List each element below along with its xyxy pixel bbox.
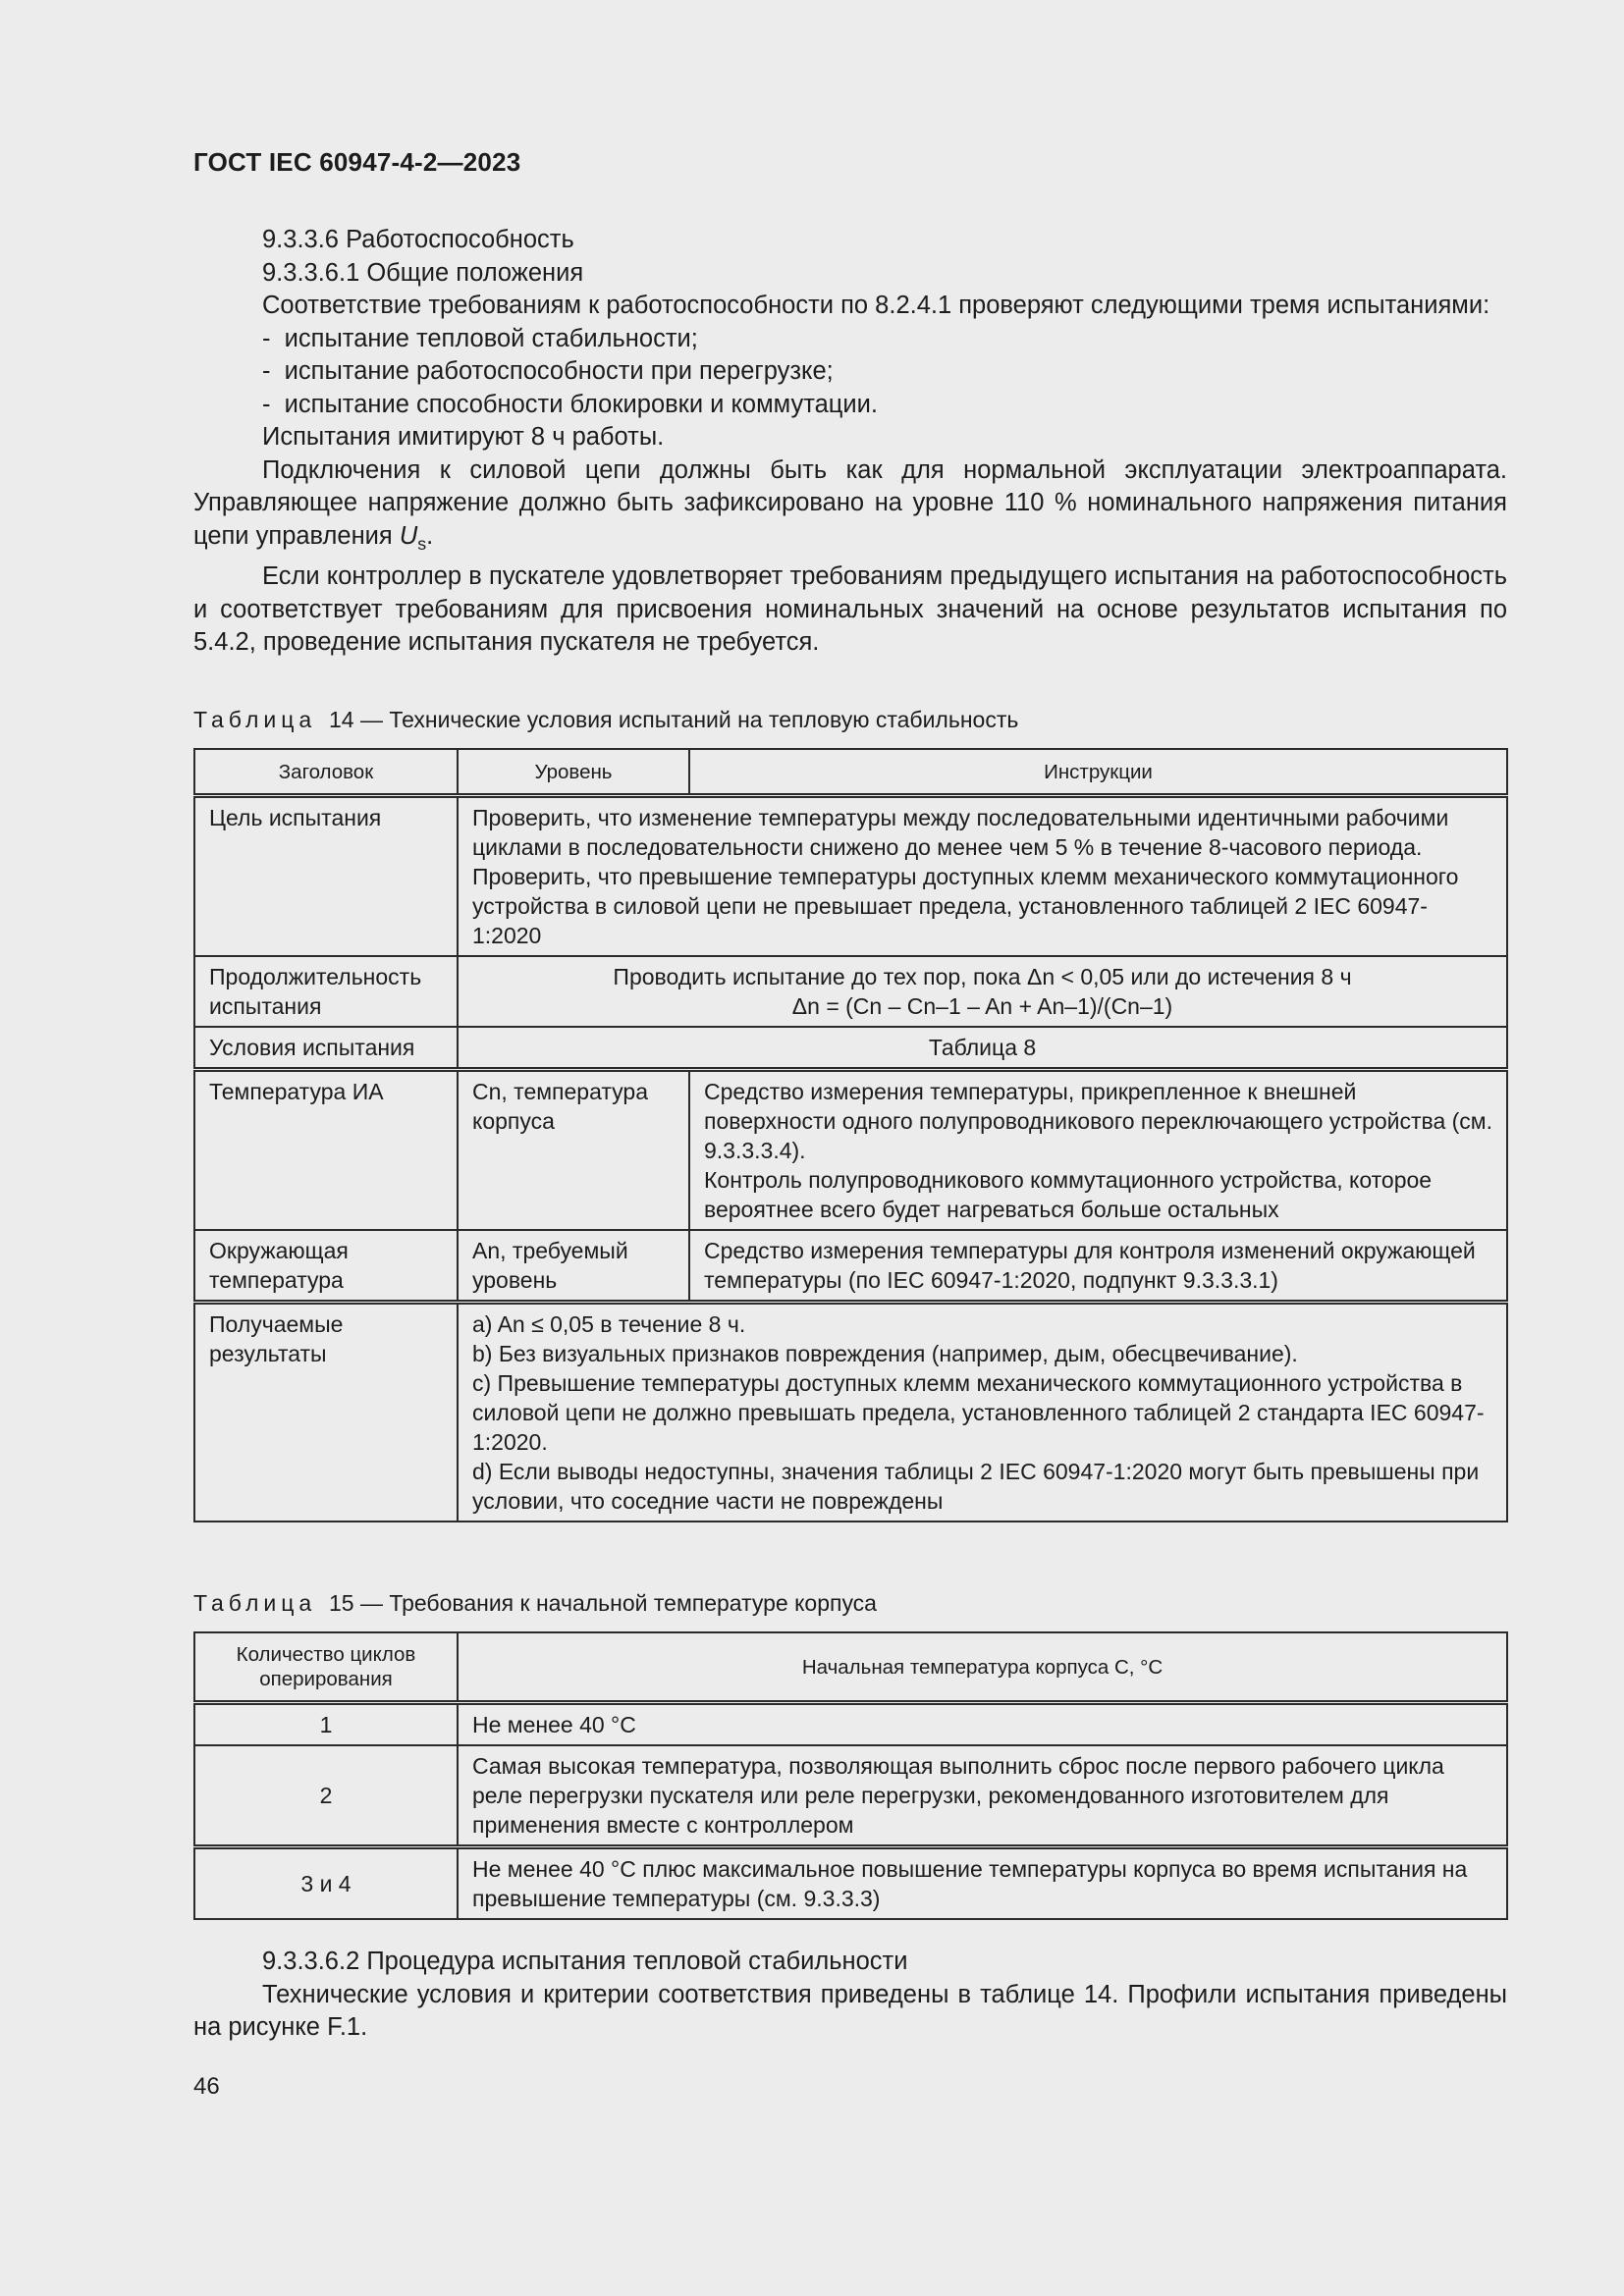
table-row <box>194 796 1507 957</box>
paragraph-criteria: Технические условия и критерии соответствия приведены в таблице 14. Профили испытания приведены на рисунке F.1. <box>193 1980 1507 2041</box>
table-15-caption: Таблица 15 — Требования к начальной температуре корпуса <box>193 1590 877 1616</box>
outro-text <box>193 1946 1507 2045</box>
paragraph-connections: Подключения к силовой цепи должны быть как для нормальной эксплуатации электроаппарата. Управляющее напряжение должно быть зафиксировано на уровне 110 % номинального напряжения питания цепи управления $U_s$. <box>193 455 1507 554</box>
section-heading-9-3-3-6-1: 9.3.3.6.1 Общие положения <box>262 258 584 287</box>
row-text: Средство измерения температуры для контроля изменений окружающей температуры (по IEC 60947-1:2020, подпункт 9.3.3.3.1) <box>689 1230 1507 1303</box>
row-text: Самая высокая температура, позволяющая выполнить сброс после первого рабочего цикла реле перегрузки пускателя или реле перегрузки, рекомендованного изготовителем для применения вместе с контроллером <box>458 1745 1507 1847</box>
paragraph-duration: Испытания имитируют 8 ч работы. <box>262 423 665 451</box>
bullet-item: - испытание работоспособности при перегрузке; <box>262 357 834 385</box>
bullet-item: - испытание тепловой стабильности; <box>262 324 698 352</box>
column-header: Инструкции <box>689 749 1507 796</box>
paragraph-controller: Если контроллер в пускателе удовлетворяет требованиям предыдущего испытания на работоспособность и соответствует требованиям для присвоения номинальных значений на основе результатов испытания по 5.4.2, проведение испытания пускателя не требуется. <box>193 562 1507 657</box>
table-row <box>194 1703 1507 1746</box>
table-15 <box>193 1631 1508 1920</box>
row-label: Получаемые результаты <box>194 1303 458 1522</box>
section-heading-9-3-3-6-2: 9.3.3.6.2 Процедура испытания тепловой стабильности <box>262 1948 908 1975</box>
row-label: Температура ИА <box>194 1070 458 1231</box>
row-text: Средство измерения температуры, прикрепленное к внешней поверхности одного полупроводникового переключающего устройства (см. 9.3.3.3.4). Контроль полупроводникового коммутационного устройства, которое вероятнее всего будет нагреваться больше остальных <box>689 1070 1507 1231</box>
row-text: Проверить, что изменение температуры между последовательными идентичными рабочими циклами в последовательности снижено до менее чем 5 % в течение 8-часового периода. Проверить, что превышение температуры доступных клемм механического коммутационного устройства в силовой цепи не превышает предела, установленного таблицей 2 IEC 60947-1:2020 <box>458 796 1507 957</box>
cycle-count: 2 <box>194 1745 458 1847</box>
cycle-count: 1 <box>194 1703 458 1746</box>
column-header: Уровень <box>458 749 689 796</box>
table-row <box>194 1303 1507 1522</box>
row-text: Не менее 40 °С плюс максимальное повышение температуры корпуса во время испытания на превышение температуры (см. 9.3.3.3) <box>458 1847 1507 1920</box>
cycle-count: 3 и 4 <box>194 1847 458 1920</box>
intro-text <box>193 224 1507 660</box>
row-label: Продолжительность испытания <box>194 956 458 1027</box>
paragraph-requirements: Соответствие требованиям к работоспособности по 8.2.4.1 проверяют следующими тремя испытаниями: <box>262 292 1490 319</box>
page-number: 46 <box>193 2073 220 2100</box>
table-header-row <box>194 749 1507 796</box>
column-header: Заголовок <box>194 749 458 796</box>
row-level: Cn, температура корпуса <box>458 1070 689 1231</box>
row-level: An, требуемый уровень <box>458 1230 689 1303</box>
table-row <box>194 956 1507 1027</box>
table-row <box>194 1745 1507 1847</box>
table-row <box>194 1230 1507 1303</box>
row-text: a) An ≤ 0,05 в течение 8 ч. b) Без визуальных признаков повреждения (например, дым, обесцвечивание). c) Превышение температуры доступных клемм механического коммутационного устройства в силовой цепи не должно превышать предела, установленного таблицей 2 стандарта IEC 60947-1:2020. d) Если выводы недоступны, значения таблицы 2 IEC 60947-1:2020 могут быть превышены при условии, что соседние части не повреждены <box>458 1303 1507 1522</box>
row-label: Условия испытания <box>194 1027 458 1070</box>
table-row <box>194 1070 1507 1231</box>
row-label: Цель испытания <box>194 796 458 957</box>
bullet-item: - испытание способности блокировки и коммутации. <box>262 390 878 418</box>
row-text: Не менее 40 °С <box>458 1703 1507 1746</box>
row-label: Окружающая температура <box>194 1230 458 1303</box>
table-row <box>194 1027 1507 1070</box>
column-header: Начальная температура корпуса C, °C <box>458 1632 1507 1703</box>
row-value: Таблица 8 <box>458 1027 1507 1070</box>
column-header: Количество циклов оперирования <box>194 1632 458 1703</box>
row-text: Проводить испытание до тех пор, пока Δn < 0,05 или до истечения 8 ч Δn = (Cn – Cn–1 – An + An–1)/(Cn–1) <box>458 956 1507 1027</box>
table-header-row <box>194 1632 1507 1703</box>
document-header: ГОСТ IEC 60947-4-2—2023 <box>193 147 521 177</box>
table-row <box>194 1847 1507 1920</box>
table-14-caption: Таблица 14 — Технические условия испытаний на тепловую стабильность <box>193 707 1019 732</box>
section-heading-9-3-3-6: 9.3.3.6 Работоспособность <box>262 226 574 253</box>
table-14 <box>193 748 1508 1522</box>
